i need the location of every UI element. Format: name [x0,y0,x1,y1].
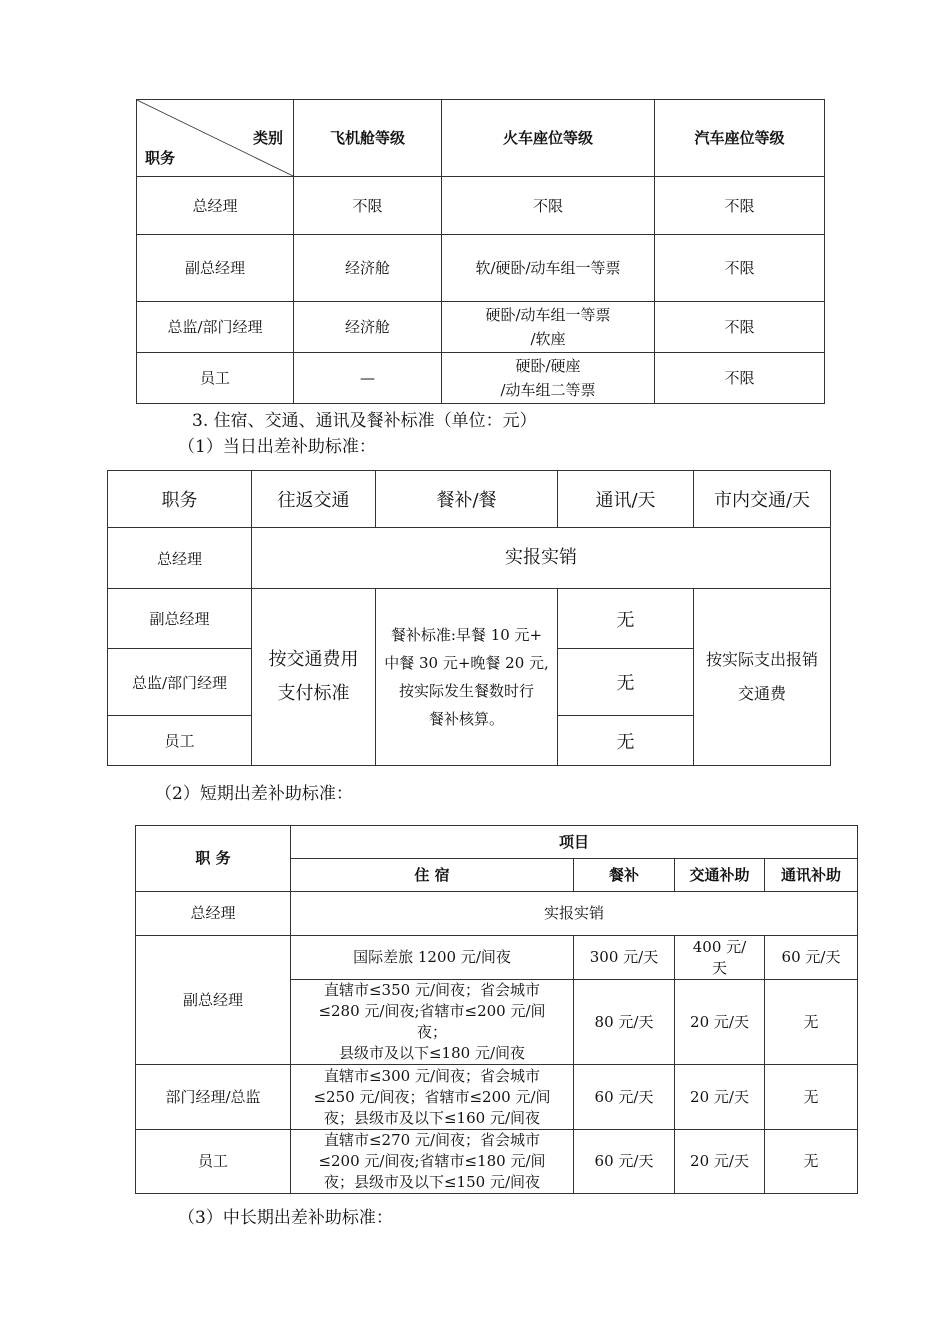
train-cell: 软/硬卧/动车组一等票 [442,235,655,302]
meal-line: 按实际发生餐数时行 [398,682,534,700]
role-cell: 员工 [136,1130,291,1194]
role-cell: 部门经理/总监 [136,1065,291,1130]
transport-cell [675,936,765,980]
comm-cell: 60 元/天 [765,936,858,980]
header-plane: 飞机舱等级 [294,100,442,177]
lodging-cell [291,980,574,1065]
same-day-allowance-table [107,470,831,766]
role-cell: 总监/部门经理 [137,302,294,353]
role-cell: 总经理 [108,528,252,589]
header-lodging: 住 宿 [291,859,574,892]
city-line: 交通费 [737,684,786,703]
subsection-3-title: （3）中长期出差补助标准： [178,1208,393,1228]
train-cell [442,353,655,404]
table-row [108,589,831,649]
comm-cell: 无 [558,649,694,716]
reimburse-actual: 实报实销 [291,892,858,936]
header-role: 职 务 [136,826,291,892]
header-role: 职务 [108,471,252,528]
transport-cell: 20 元/天 [675,980,765,1065]
meal-standard [376,589,558,766]
lodging-cell [291,1130,574,1194]
car-cell: 不限 [655,235,825,302]
lodging-line: 直辖市≤300 元/间夜；省会城市 [323,1066,541,1085]
train-cell: 不限 [442,177,655,235]
plane-cell: 经济舱 [294,302,442,353]
meal-cell: 300 元/天 [574,936,675,980]
reimburse-actual: 实报实销 [252,528,831,589]
diagonal-header-cell [137,100,294,177]
header-car: 汽车座位等级 [655,100,825,177]
plane-cell: 经济舱 [294,235,442,302]
comm-cell: 无 [765,1130,858,1194]
table-row [136,936,858,980]
lodging-line: ≤200 元/间夜;省辖市≤180 元/间 [318,1152,546,1170]
lodging-line: 直辖市≤350 元/间夜；省会城市 [323,981,541,999]
meal-cell: 60 元/天 [574,1130,675,1194]
comm-cell: 无 [765,980,858,1065]
role-cell: 副总经理 [108,589,252,649]
role-cell: 副总经理 [137,235,294,302]
role-cell: 总经理 [137,177,294,235]
comm-cell: 无 [558,589,694,649]
table-row [136,892,858,936]
train-line: 硬卧/硬座 [515,357,581,375]
meal-line: 中餐 30 元+晚餐 20 元, [384,654,549,672]
header-meal: 餐补/餐 [376,471,558,528]
meal-line: 餐补标准:早餐 10 元+ [390,626,543,644]
lodging-cell: 国际差旅 1200 元/间夜 [291,936,574,980]
meal-cell: 60 元/天 [574,1065,675,1130]
table-row [136,1130,858,1194]
section-3-title: 3. 住宿、交通、通讯及餐补标准（单位：元） [192,411,537,431]
car-cell: 不限 [655,353,825,404]
lodging-line: ≤250 元/间夜；省辖市≤200 元/间 [313,1087,551,1106]
car-cell: 不限 [655,302,825,353]
transport-line: 400 元/ [692,937,747,956]
lodging-line: 县级市及以下≤180 元/间夜 [338,1044,526,1062]
role-cell: 总监/部门经理 [108,649,252,716]
header-transport: 交通补助 [675,859,765,892]
meal-line: 餐补核算。 [428,710,504,728]
train-line: 硬卧/动车组一等票 [485,306,611,324]
subsection-2-title: （2）短期出差补助标准： [155,784,353,804]
header-category: 类别 [252,129,283,147]
city-line: 按实际支出报销 [705,650,818,669]
role-cell: 员工 [137,353,294,404]
table-row [137,177,825,235]
transport-cell: 20 元/天 [675,1130,765,1194]
subsection-1-title: （1）当日出差补助标准： [178,437,376,457]
car-cell: 不限 [655,177,825,235]
role-cell: 员工 [108,716,252,766]
table-row [136,1065,858,1130]
lodging-cell [291,1065,574,1130]
table-row [137,353,825,404]
header-items: 项目 [291,826,858,859]
header-city-transport: 市内交通/天 [694,471,831,528]
header-comm: 通讯/天 [558,471,694,528]
transport-line: 按交通费用 [268,649,359,670]
lodging-line: 直辖市≤270 元/间夜；省会城市 [323,1131,541,1149]
table-row [137,302,825,353]
transport-line: 天 [711,958,727,977]
role-cell: 总经理 [136,892,291,936]
lodging-line: 夜；县级市及以下≤160 元/间夜 [323,1108,541,1127]
lodging-line: ≤280 元/间夜;省辖市≤200 元/间 [318,1002,546,1020]
lodging-line: 夜；县级市及以下≤150 元/间夜 [323,1173,541,1191]
train-line: /软座 [530,330,566,348]
header-meal: 餐补 [574,859,675,892]
transport-standard [252,589,376,766]
comm-cell: 无 [765,1065,858,1130]
header-role: 职务 [145,149,176,167]
city-transport-standard [694,589,831,766]
transport-line: 支付标准 [277,683,350,704]
meal-cell: 80 元/天 [574,980,675,1065]
short-trip-allowance-table [135,825,858,1194]
train-line: /动车组二等票 [500,381,596,399]
transport-cell: 20 元/天 [675,1065,765,1130]
table-row [108,528,831,589]
train-cell [442,302,655,353]
travel-class-table [136,99,825,404]
lodging-line: 夜； [416,1023,447,1041]
header-round-trip: 往返交通 [252,471,376,528]
comm-cell: 无 [558,716,694,766]
plane-cell: 不限 [294,177,442,235]
role-cell: 副总经理 [136,936,291,1065]
header-comm: 通讯补助 [765,859,858,892]
table-row [137,235,825,302]
header-train: 火车座位等级 [442,100,655,177]
plane-cell: — [294,353,442,404]
